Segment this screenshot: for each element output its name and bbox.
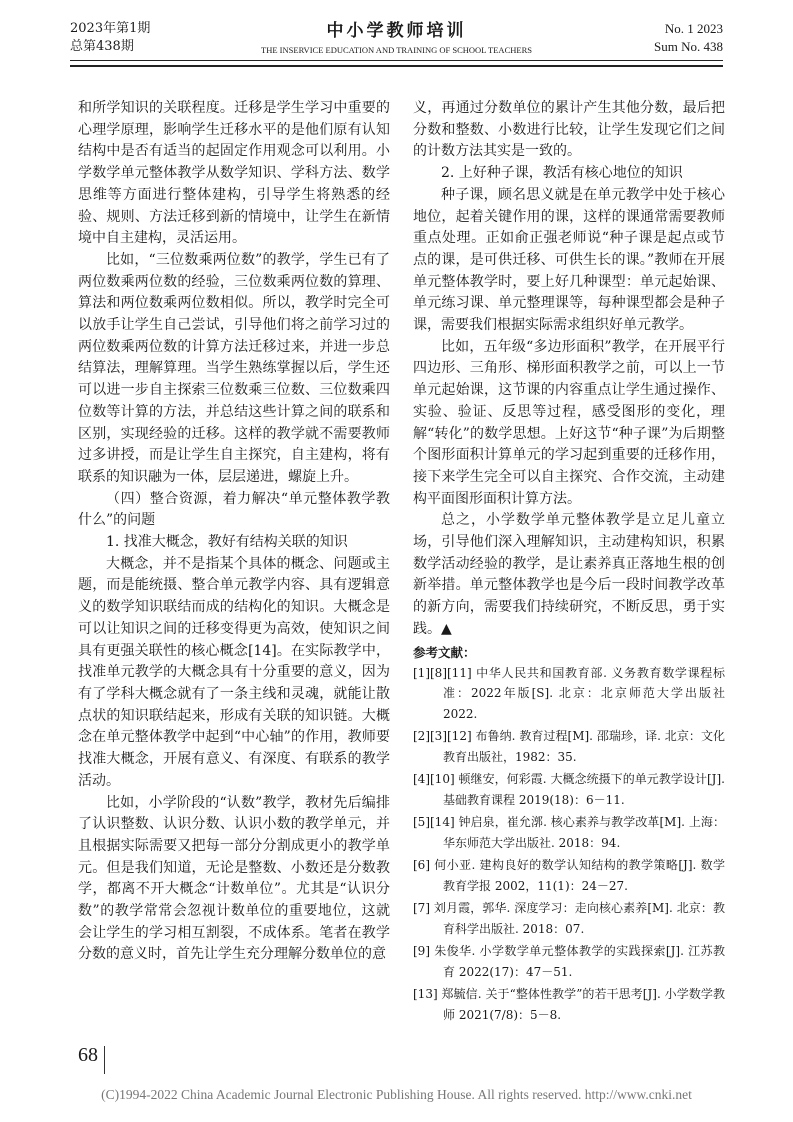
journal-title-en: THE INSERVICE EDUCATION AND TRAINING OF SCHOOL TEACHERS — [261, 45, 532, 55]
copyright-footer: (C)1994-2022 China Academic Journal Electronic Publishing House. All rights reserved. http://www.cnki.net — [101, 1087, 692, 1102]
journal-title-block — [230, 20, 563, 56]
journal-header — [70, 20, 723, 92]
reference-list — [413, 663, 725, 1026]
journal-title-cn: 中小学教师培训 — [326, 21, 467, 41]
total-issue-en: Sum No. 438 — [654, 39, 723, 54]
page-number-divider — [104, 1046, 105, 1074]
section-heading: 2. 上好种子课，教活有核心地位的知识 — [441, 165, 683, 182]
issue-en: No. 1 2023 — [664, 21, 723, 36]
issue-info-en — [654, 20, 723, 56]
body-paragraph: 比如，“三位数乘两位数”的教学，学生已有了两位数乘两位数的经验，三位数乘两位数的算理、算法和两位数乘两位数相似。所以，教学时完全可以放手让学生自己尝试，引导他们将之前学习过的两位数乘两位数的计算方法迁移过来，并进一步总结算法，理解算理。当学生熟练掌握以后，学生还可以进一步自主探索三位数乘三位数、三位数乘四位数等计算的方法，并总结这些计算之间的联系和区别，实现经验的迁移。这样的教学就不需要教师过多讲授，而是让学生自主探究，自主建构，将有联系的知识融为一体，层层递进，螺旋上升。 — [78, 251, 390, 485]
reference-item: [6] 何小亚. 建构良好的数学认知结构的教学策略[J]. 数学教育学报 2002，11(1)：24－27. — [413, 858, 725, 893]
reference-item: [4][10] 顿继安，何彩霞. 大概念统摄下的单元教学设计[J]. 基础教育课程 2019(18)：6－11. — [413, 772, 725, 807]
references-title: 参考文献： — [413, 644, 476, 660]
reference-item: [7] 刘月霞，郭华. 深度学习：走向核心素养[M]. 北京：教育科学出版社. 2018：07. — [413, 901, 725, 936]
reference-item: [1][8][11] 中华人民共和国教育部. 义务教育数学课程标准：2022年版[S]. 北京：北京师范大学出版社 2022. — [413, 665, 725, 721]
right-column — [413, 98, 725, 1038]
reference-item: [2][3][12] 布鲁纳. 教育过程[M]. 邵瑞珍，译. 北京：文化教育出版社，1982：35. — [413, 729, 725, 764]
body-paragraph: 义，再通过分数单位的累计产生其他分数，最后把分数和整数、小数进行比较，让学生发现它们之间的计数方法其实是一致的。 — [413, 100, 725, 160]
issue-cn: 2023年第1期 — [70, 21, 151, 36]
left-column — [78, 98, 390, 1038]
body-paragraph: 种子课，顾名思义就是在单元教学中处于核心地位，起着关键作用的课，这样的课通常需要教师重点处理。正如俞正强老师说“种子课是起点或节点的课，是可供迁移、可供生长的课。”教师在开展单元整体教学时，要上好几种课型：单元起始课、单元练习课、单元整理课等，每种课型都会是种子课，需要我们根据实际需求组织好单元教学。 — [413, 186, 725, 334]
right-column-body — [413, 98, 725, 641]
reference-item: [5][14] 钟启泉，崔允漷. 核心素养与教学改革[M]. 上海：华东师范大学出版社. 2018：94. — [413, 815, 725, 850]
body-paragraph: 总之，小学数学单元整体教学是立足儿童立场，引导他们深入理解知识，主动建构知识，积累数学活动经验的教学，是让素养真正落地生根的创新举措。单元整体教学也是今后一段时间教学改革的新方向，需要我们持续研究，不断反思，勇于实践。▲ — [413, 512, 725, 637]
reference-item: [13] 郑毓信. 关于“整体性教学”的若干思考[J]. 小学数学教师 2021(7/8)：5－8. — [413, 987, 725, 1022]
body-paragraph: 比如，小学阶段的“认数”教学，教材先后编排了认识整数、认识分数、认识小数的教学单元，并且根据实际需要又把每一部分分割成更小的教学单元。但是我们知道，无论是整数、小数还是分数教学，都离不开大概念“计数单位”。尤其是“认识分数”的教学常常会忽视计数单位的重要地位，这就会让学生的学习相互割裂，不成体系。笔者在教学分数的意义时，首先让学生充分理解分数单位的意 — [78, 794, 390, 963]
body-paragraph: 和所学知识的关联程度。迁移是学生学习中重要的心理学原理，影响学生迁移水平的是他们原有认知结构中是否有适当的起固定作用观念可以利用。小学数学单元整体教学从数学知识、学科方法、数学思维等方面进行整体建构，引导学生将熟悉的经验、规则、方法迁移到新的情境中，让学生在新情境中自主建构，灵活运用。 — [78, 100, 390, 247]
header-rule-thin — [70, 60, 723, 61]
issue-info-cn — [70, 20, 150, 56]
references-section — [413, 643, 725, 1026]
reference-item: [9] 朱俊华. 小学数学单元整体教学的实践探索[J]. 江苏教育 2022(17)：47－51. — [413, 944, 725, 979]
page-number: 68 — [78, 1044, 98, 1066]
section-heading: 1. 找准大概念，教好有结构关联的知识 — [106, 534, 348, 551]
section-heading: （四）整合资源，着力解决“单元整体教学教什么”的问题 — [78, 490, 390, 529]
body-paragraph: 比如，五年级“多边形面积”教学，在开展平行四边形、三角形、梯形面积教学之前，可以上一节单元起始课，这节课的内容重点让学生通过操作、实验、验证、反思等过程，感受图形的变化，理解“转化”的数学思想。上好这节“种子课”为后期整个图形面积计算单元的学习起到重要的迁移作用，接下来学生完全可以自主探究、合作交流，主动建构平面图形面积计算方法。 — [413, 338, 725, 507]
header-rule-thick — [70, 65, 723, 67]
total-issue-cn: 总第438期 — [70, 39, 134, 54]
body-paragraph: 大概念，并不是指某个具体的概念、问题或主题，而是能统摄、整合单元教学内容、具有逻辑意义的数学知识联结而成的结构化的知识。大概念是可以让知识之间的迁移变得更为高效，使知识之间具有更强关联性的核心概念[14]。在实际教学中，找准单元教学的大概念具有十分重要的意义，因为有了学科大概念就有了一条主线和灵魂，就能让散点状的知识联结起来，形成有关联的知识链。大概念在单元整体教学中起到“中心轴”的作用，教师要找准大概念，开展有意义、有深度、有联系的教学活动。 — [78, 555, 390, 789]
